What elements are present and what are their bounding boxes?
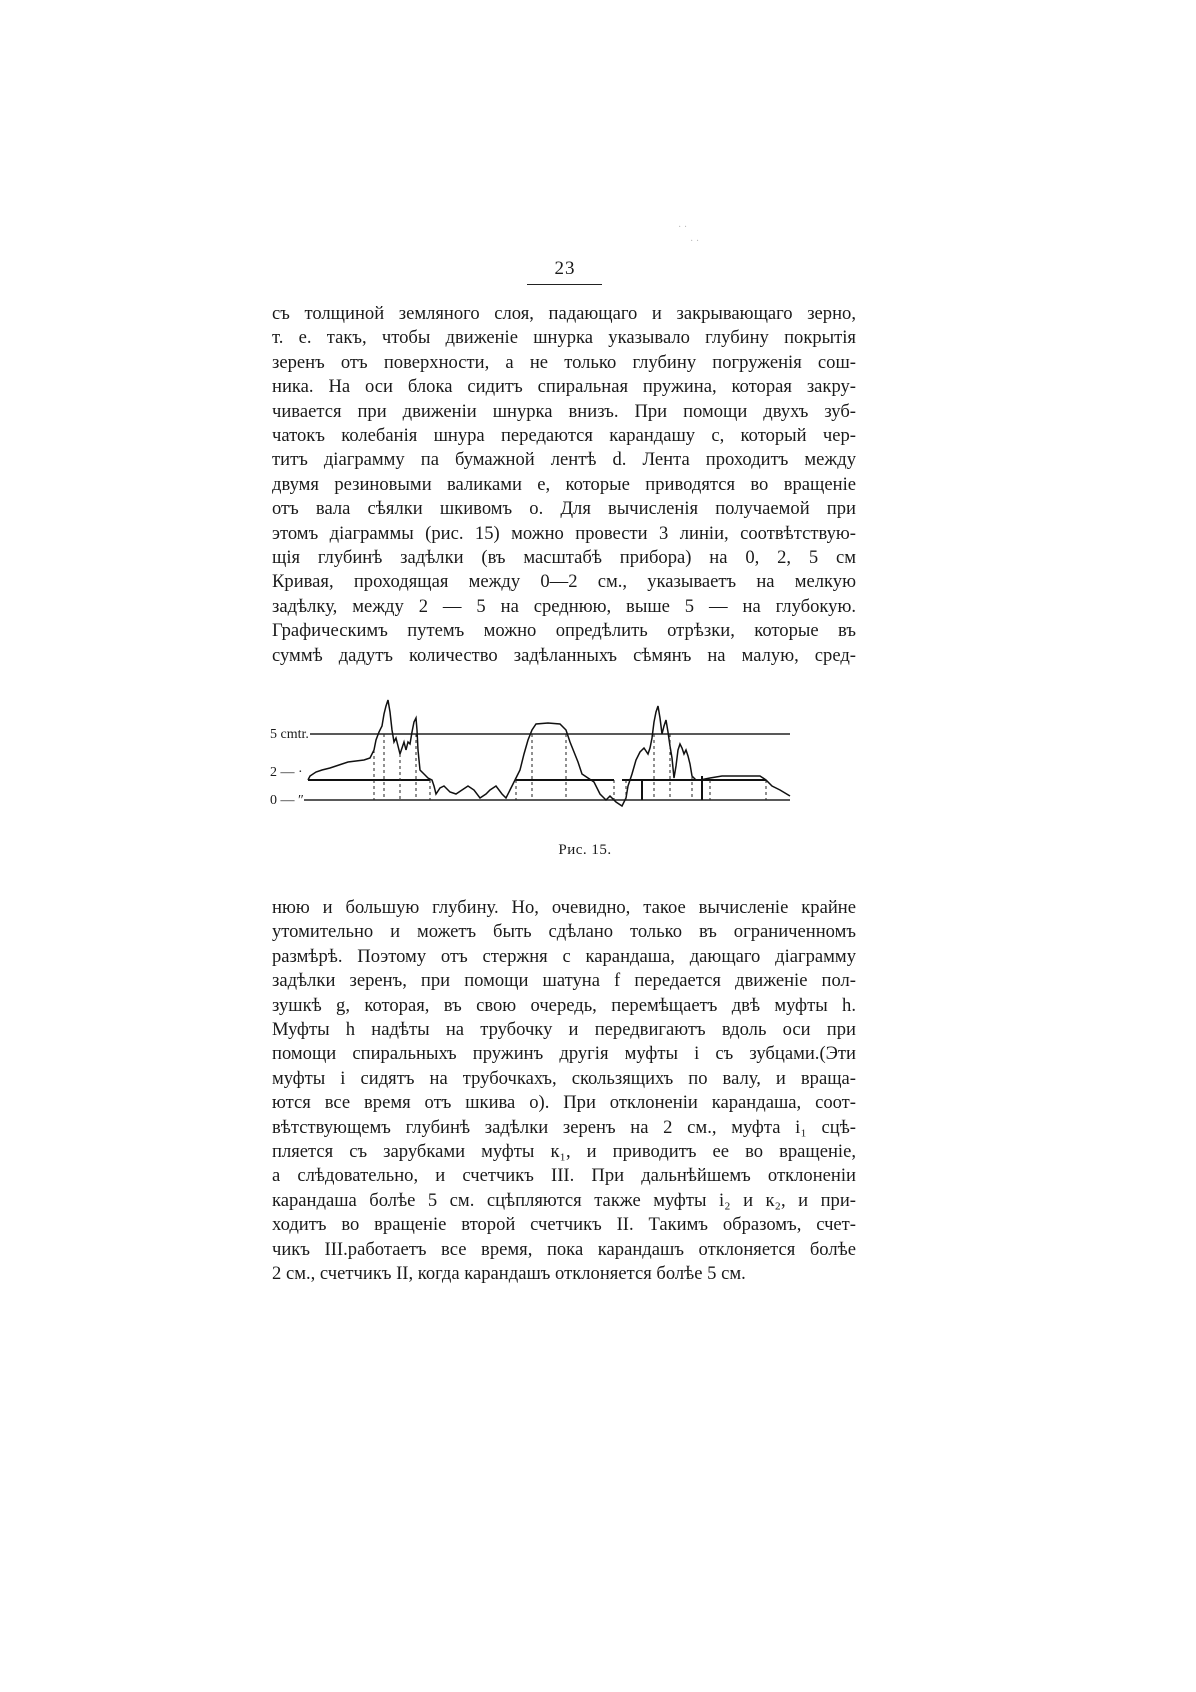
text-line: т. е. такъ, чтобы движеніе шнурка указывало глубину покрытія [272,327,856,349]
depth-diagram-svg [270,690,860,825]
scan-speck: · · [678,222,688,233]
text-line: а слѣдовательно, и счетчикъ III. При дальнѣйшемъ отклоненіи [272,1165,856,1187]
text-line: помощи спиральныхъ пружинъ другія муфты i съ зубцами.(Эти [272,1043,856,1065]
figure-caption: Рис. 15. [558,842,612,858]
text-line: ника. На оси блока сидитъ спиральная пружина, которая закру- [272,376,856,398]
text-line: чивается при движеніи шнурка внизъ. При помощи двухъ зуб- [272,400,856,422]
text-line: отъ вала сѣялки шкивомъ о. Для вычисленія получаемой при [272,498,856,520]
page-number: 23 [554,258,576,279]
label-0: 0 — ″ [270,793,304,808]
depth-curve [308,700,790,806]
label-2: 2 — · [270,765,303,780]
text-line: зушкѣ g, которая, въ свою очередь, перемѣщаетъ двѣ муфты h. [272,994,856,1016]
text-line: щія глубинѣ задѣлки (въ масштабѣ прибора) на 0, 2, 5 см [272,547,856,569]
page-number-underline [527,284,602,285]
text-line: утомительно и можетъ быть сдѣлано только въ ограниченномъ [272,921,856,943]
text-line: чикъ III.работаетъ все время, пока карандашъ отклоняется болѣе [272,1238,856,1260]
text-line: нюю и большую глубину. Но, очевидно, такое вычисленіе крайне [272,897,856,918]
text-line: съ толщиной земляного слоя, падающаго и закрывающаго зерно, [272,303,856,324]
text-line: двумя резиновыми валиками е, которые приводятся во вращеніе [272,473,856,495]
text-line: суммѣ дадутъ количество задѣланныхъ сѣмянъ на малую, сред- [272,644,856,666]
text-line: титъ діаграмму па бумажной лентѣ d. Лента проходитъ между [272,449,856,471]
text-line: пляется съ зарубками муфты к₁, и приводитъ ее во вращеніе, [272,1141,856,1163]
text-line: Графическимъ путемъ можно опредѣлить отрѣзки, которые въ [272,620,856,642]
scan-speck: · · [690,236,700,247]
text-line: ходитъ во вращеніе второй счетчикъ II. Такимъ образомъ, счет- [272,1214,856,1236]
text-line: задѣлки зеренъ, при помощи шатуна f передается движеніе пол- [272,970,856,992]
text-line: зеренъ отъ поверхности, а не только глубину погруженія сош- [272,351,856,373]
text-line: муфты i сидятъ на трубочкахъ, скользящихъ по валу, и враща- [272,1067,856,1089]
figure-15-depth-diagram [270,690,860,825]
paragraph-2 [272,896,856,1287]
text-line: 2 см., счетчикъ II, когда карандашъ отклоняется болѣе 5 см. [272,1263,746,1285]
text-line: размѣрѣ. Поэтому отъ стержня с карандаша, дающаго діаграмму [272,945,856,967]
text-line: Кривая, проходящая между 0—2 см., указываетъ на мелкую [272,571,856,593]
paragraph-1 [272,302,856,668]
text-line: ются все время отъ шкива о). При отклоненіи карандаша, соот- [272,1092,856,1114]
text-line: чатокъ колебанія шнура передаются карандашу с, который чер- [272,425,856,447]
label-5-cmtr: 5 cmtr. [270,727,309,742]
text-line: Муфты h надѣты на трубочку и передвигаютъ вдоль оси при [272,1019,856,1041]
text-line: задѣлку, между 2 — 5 на среднюю, выше 5 — на глубокую. [272,595,856,617]
text-line: карандаша болѣе 5 см. сцѣпляются также муфты i₂ и к₂, и при- [272,1189,856,1211]
text-line: этомъ діаграммы (рис. 15) можно провести 3 линіи, соотвѣтствую- [272,522,856,544]
text-line: вѣтствующемъ глубинѣ задѣлки зеренъ на 2 см., муфта i₁ сцѣ- [272,1116,856,1138]
